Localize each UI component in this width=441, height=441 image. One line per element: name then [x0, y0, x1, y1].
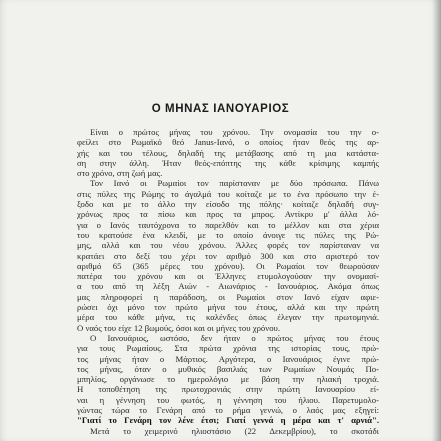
- text-line: πατέρα του χρόνου και οι Έλληνες ετυμολογούσαν την ονομασί-: [77, 271, 379, 282]
- text-line: Είναι ο πρώτος μήνας του χρόνου. Την ονομασία του την ο-: [90, 127, 379, 137]
- body-text: [77, 127, 379, 436]
- text-line: για ο Ιανός ταυτόχρονα το παρελθόν και το μέλλον και στα χέρια: [77, 219, 379, 230]
- text-line: γώντας τώρα το Γενάρη από το ρήμα γεννώ, ο λαός μας εξηγεί:: [77, 405, 379, 416]
- text-line: ση στην άλλη. Ήταν θεός-επόπτης της κάθε κρίσιμης καμπής: [77, 157, 379, 168]
- text-line: Η τοποθέτηση της πρωτοχρονιάς στην πρώτη Ιανουαρίου εί-: [77, 384, 379, 395]
- text-line: Τον Ιανό οι Ρωμαίοι τον παρίσταναν με δύο πρόσωπα. Πάνω: [90, 178, 379, 189]
- text-line: Ο Ιανουάριος, ωστόσο, δεν ήταν ο πρώτος μήνας του έτους: [90, 332, 379, 343]
- text-line: ξοδο και με το άλλο την είσοδο της πόλης· κοίταζε δηλαδή συγ-: [77, 199, 379, 210]
- text-line: φείλει στο Ρωμαϊκό θεό Janus-Ιανό, ο οποίος ήταν θεός της αρ-: [77, 137, 379, 148]
- text-line: στις πύλες της Ρώμης το άγαλμά του κοίταζε με το ένα πρόσωπο την έ-: [77, 188, 379, 199]
- text-line: στο χρόνο, στη ζωή μας.: [77, 168, 163, 179]
- text-line: για τους Ρωμαίους. Στα πρώτα χρόνια της ιστορίας τους, πρώ-: [77, 343, 379, 354]
- text-line: Μετά το χειμερινό ηλιοστάσιο (22 Δεκεμβρίου), το σκοτάδι: [90, 425, 379, 436]
- text-line: μας πληροφορεί η παράδοση, οι Ρωμαίοι στον Ιανό είχαν αφιε-: [77, 291, 379, 302]
- text-line: ναι η γέννηση του φωτός, η γέννηση του ήλιου. Παρετυμολο-: [77, 394, 379, 405]
- text-line: τος μήνας, όταν ο μυθικός βασιλιάς των Ρωμαίων Νουμάς Πο-: [77, 363, 379, 374]
- text-line: χής και του τέλους, δηλαδή της μετάβασης από τη μια κατάστα-: [77, 147, 379, 158]
- chapter-title: Ο ΜΗΝΑΣ ΙΑΝΟΥΑΡΙΟΣ: [151, 103, 290, 115]
- text-line: μπηλίος, οργάνωσε το ημερολόγιο με βάση την ηλιακή τροχιά.: [77, 374, 379, 385]
- text-line: τος μήνας ήταν ο Μάρτιος. Αργότερα, ο Ιανουάριος έγινε πρώ-: [77, 353, 379, 364]
- quote-line: "Γιατί το Γενάρη τον λένε έτσι; Γιατί γεννά η μέρα και τ' αρνιά".: [77, 415, 379, 426]
- text-line: του κρατούσε ένα κλειδί, με το οποίο άνοιγε τις πύλες της Ρώ-: [77, 229, 379, 240]
- text-line: μέρα του κάθε μήνα, τις καλένδες όπως έλεγαν την πρωτομηνιά.: [77, 312, 379, 323]
- text-line: αριθμό 65 (365 μέρες του χρόνου). Οι Ρωμαίοι τον θεωρούσαν: [77, 260, 379, 271]
- text-line: ρώσει όχι μόνο τον πρώτο μήνα του έτους, αλλά και την πρώτη: [77, 302, 379, 313]
- text-line: μης, αλλά και του νέου χρόνου. Άλλες φορές τον παρίσταναν να: [77, 240, 379, 251]
- text-line: α του από τη λέξη Αιών - Αιωνάριος - Ιανουάριος. Ακόμα όπως: [77, 281, 379, 292]
- text-line: Ο ναός του είχε 12 βωμούς, όσοι και οι μήνες του χρόνου.: [77, 322, 281, 333]
- text-line: χρόνως προς τα πίσω και προς τα μπρος. Αντίκρυ μ' άλλα λό-: [77, 209, 379, 220]
- text-line: κρατάει στο δεξί του χέρι τον αριθμό 300 και στο αριστερό τον: [77, 250, 379, 261]
